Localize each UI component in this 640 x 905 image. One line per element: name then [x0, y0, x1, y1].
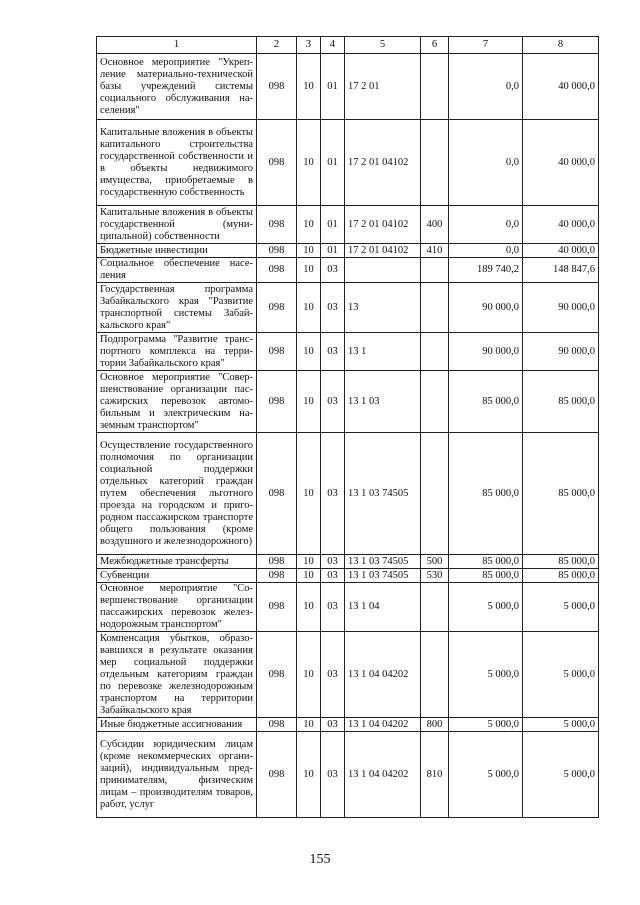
amount-cell: 90 000,0 — [449, 333, 523, 371]
amount-cell: 5 000,0 — [523, 718, 599, 732]
target-article-cell: 13 1 03 — [345, 371, 421, 433]
code-cell: 098 — [257, 206, 297, 244]
row-name-cell: Субсидии юридическим лицам (кроме некоммерческих организаций), индивидуальным предпринимателям, физическим лицам – производителям товаров, работ, услуг — [97, 732, 257, 818]
table-row — [97, 333, 599, 371]
table-row — [97, 258, 599, 283]
row-name-cell: Основное мероприятие "Совершенствование организации пассажирских перевозок автомобильным и электрическим наземным транспортом" — [97, 371, 257, 433]
amount-cell: 0,0 — [449, 206, 523, 244]
header-cell: 6 — [421, 37, 449, 54]
subsection-cell: 03 — [321, 718, 345, 732]
target-article-cell: 13 1 04 04202 — [345, 732, 421, 818]
section-cell: 10 — [297, 54, 321, 120]
expense-type-cell — [421, 371, 449, 433]
header-cell: 1 — [97, 37, 257, 54]
header-cell: 8 — [523, 37, 599, 54]
table-row — [97, 583, 599, 632]
code-cell: 098 — [257, 120, 297, 206]
section-cell: 10 — [297, 371, 321, 433]
table-row — [97, 555, 599, 569]
expense-type-cell — [421, 258, 449, 283]
section-cell: 10 — [297, 258, 321, 283]
expense-type-cell — [421, 333, 449, 371]
amount-cell: 85 000,0 — [449, 433, 523, 555]
amount-cell: 0,0 — [449, 120, 523, 206]
code-cell: 098 — [257, 555, 297, 569]
row-name-cell: Субвенции — [97, 569, 257, 583]
target-article-cell: 17 2 01 04102 — [345, 120, 421, 206]
code-cell: 098 — [257, 283, 297, 333]
amount-cell: 90 000,0 — [523, 333, 599, 371]
table-row — [97, 732, 599, 818]
section-cell: 10 — [297, 283, 321, 333]
section-cell: 10 — [297, 732, 321, 818]
section-cell: 10 — [297, 120, 321, 206]
code-cell: 098 — [257, 732, 297, 818]
target-article-cell — [345, 258, 421, 283]
row-name-cell: Социальное обеспечение населения — [97, 258, 257, 283]
code-cell: 098 — [257, 258, 297, 283]
header-row — [97, 37, 599, 54]
row-name-cell: Капитальные вложения в объекты государственной (муниципальной) собственности — [97, 206, 257, 244]
code-cell: 098 — [257, 632, 297, 718]
section-cell: 10 — [297, 718, 321, 732]
amount-cell: 90 000,0 — [523, 283, 599, 333]
target-article-cell: 13 1 04 — [345, 583, 421, 632]
row-name-cell: Иные бюджетные ассигнования — [97, 718, 257, 732]
table-row — [97, 371, 599, 433]
amount-cell: 5 000,0 — [449, 732, 523, 818]
amount-cell: 5 000,0 — [449, 718, 523, 732]
amount-cell: 90 000,0 — [449, 283, 523, 333]
budget-table — [96, 36, 599, 818]
code-cell: 098 — [257, 569, 297, 583]
target-article-cell: 17 2 01 04102 — [345, 244, 421, 258]
row-name-cell: Государственная программа Забайкальского края "Развитие транспортной системы Забайкальского края" — [97, 283, 257, 333]
subsection-cell: 03 — [321, 732, 345, 818]
expense-type-cell — [421, 283, 449, 333]
expense-type-cell: 400 — [421, 206, 449, 244]
code-cell: 098 — [257, 333, 297, 371]
table-row — [97, 283, 599, 333]
expense-type-cell — [421, 632, 449, 718]
expense-type-cell: 410 — [421, 244, 449, 258]
amount-cell: 5 000,0 — [449, 583, 523, 632]
expense-type-cell — [421, 54, 449, 120]
row-name-cell: Компенсация убытков, образовавшихся в результате оказания мер социальной поддержки отдельным категориям граждан по перевозке железнодорожным транспортом на территории Забайкальского края — [97, 632, 257, 718]
amount-cell: 85 000,0 — [523, 555, 599, 569]
amount-cell: 5 000,0 — [523, 732, 599, 818]
row-name-cell: Подпрограмма "Развитие транспортного комплекса на территории Забайкальского края" — [97, 333, 257, 371]
subsection-cell: 03 — [321, 333, 345, 371]
header-cell: 5 — [345, 37, 421, 54]
target-article-cell: 13 1 03 74505 — [345, 433, 421, 555]
table-row — [97, 54, 599, 120]
section-cell: 10 — [297, 569, 321, 583]
row-name-cell: Основное мероприятие "Совершенствование организации пассажирских перевозок железнодорожным транспортом" — [97, 583, 257, 632]
table-row — [97, 632, 599, 718]
header-cell: 7 — [449, 37, 523, 54]
expense-type-cell — [421, 433, 449, 555]
target-article-cell: 13 1 04 04202 — [345, 718, 421, 732]
target-article-cell: 13 1 03 74505 — [345, 569, 421, 583]
amount-cell: 5 000,0 — [523, 583, 599, 632]
code-cell: 098 — [257, 433, 297, 555]
target-article-cell: 13 1 — [345, 333, 421, 371]
amount-cell: 5 000,0 — [523, 632, 599, 718]
table-row — [97, 244, 599, 258]
header-cell: 2 — [257, 37, 297, 54]
subsection-cell: 03 — [321, 283, 345, 333]
target-article-cell: 17 2 01 04102 — [345, 206, 421, 244]
expense-type-cell — [421, 583, 449, 632]
amount-cell: 85 000,0 — [523, 371, 599, 433]
row-name-cell: Осуществление государственного полномочия по организации социальной поддержки отдельных категорий граждан путем обеспечения льготного проезда на городском и пригородном пассажирском транспорте общего пользования (кроме воздушного и железнодорожного) — [97, 433, 257, 555]
subsection-cell: 01 — [321, 206, 345, 244]
row-name-cell: Капитальные вложения в объекты капитального строительства государственной собственности и в объекты недвижимого имущества, приобретаемые в государственную собственность — [97, 120, 257, 206]
table-row — [97, 718, 599, 732]
amount-cell: 189 740,2 — [449, 258, 523, 283]
code-cell: 098 — [257, 54, 297, 120]
code-cell: 098 — [257, 244, 297, 258]
amount-cell: 85 000,0 — [449, 555, 523, 569]
amount-cell: 148 847,6 — [523, 258, 599, 283]
expense-type-cell: 530 — [421, 569, 449, 583]
subsection-cell: 03 — [321, 632, 345, 718]
amount-cell: 40 000,0 — [523, 120, 599, 206]
subsection-cell: 01 — [321, 244, 345, 258]
amount-cell: 0,0 — [449, 244, 523, 258]
subsection-cell: 03 — [321, 433, 345, 555]
header-cell: 3 — [297, 37, 321, 54]
header-cell: 4 — [321, 37, 345, 54]
table-row — [97, 206, 599, 244]
section-cell: 10 — [297, 583, 321, 632]
target-article-cell: 13 — [345, 283, 421, 333]
amount-cell: 40 000,0 — [523, 54, 599, 120]
section-cell: 10 — [297, 433, 321, 555]
section-cell: 10 — [297, 244, 321, 258]
subsection-cell: 03 — [321, 583, 345, 632]
subsection-cell: 01 — [321, 54, 345, 120]
target-article-cell: 13 1 04 04202 — [345, 632, 421, 718]
section-cell: 10 — [297, 555, 321, 569]
expense-type-cell — [421, 120, 449, 206]
code-cell: 098 — [257, 583, 297, 632]
code-cell: 098 — [257, 371, 297, 433]
section-cell: 10 — [297, 206, 321, 244]
table-row — [97, 569, 599, 583]
section-cell: 10 — [297, 632, 321, 718]
target-article-cell: 13 1 03 74505 — [345, 555, 421, 569]
amount-cell: 85 000,0 — [449, 569, 523, 583]
page-number: 155 — [309, 852, 331, 867]
subsection-cell: 01 — [321, 120, 345, 206]
amount-cell: 5 000,0 — [449, 632, 523, 718]
target-article-cell: 17 2 01 — [345, 54, 421, 120]
expense-type-cell: 810 — [421, 732, 449, 818]
section-cell: 10 — [297, 333, 321, 371]
amount-cell: 40 000,0 — [523, 244, 599, 258]
table-row — [97, 433, 599, 555]
amount-cell: 85 000,0 — [523, 569, 599, 583]
code-cell: 098 — [257, 718, 297, 732]
subsection-cell: 03 — [321, 569, 345, 583]
amount-cell: 40 000,0 — [523, 206, 599, 244]
row-name-cell: Межбюджетные трансферты — [97, 555, 257, 569]
subsection-cell: 03 — [321, 555, 345, 569]
subsection-cell: 03 — [321, 258, 345, 283]
expense-type-cell: 800 — [421, 718, 449, 732]
row-name-cell: Бюджетные инвестиции — [97, 244, 257, 258]
table-row — [97, 120, 599, 206]
amount-cell: 85 000,0 — [449, 371, 523, 433]
amount-cell: 0,0 — [449, 54, 523, 120]
subsection-cell: 03 — [321, 371, 345, 433]
amount-cell: 85 000,0 — [523, 433, 599, 555]
row-name-cell: Основное мероприятие "Укрепление материально-технической базы учреждений системы социального обслуживания населения" — [97, 54, 257, 120]
expense-type-cell: 500 — [421, 555, 449, 569]
